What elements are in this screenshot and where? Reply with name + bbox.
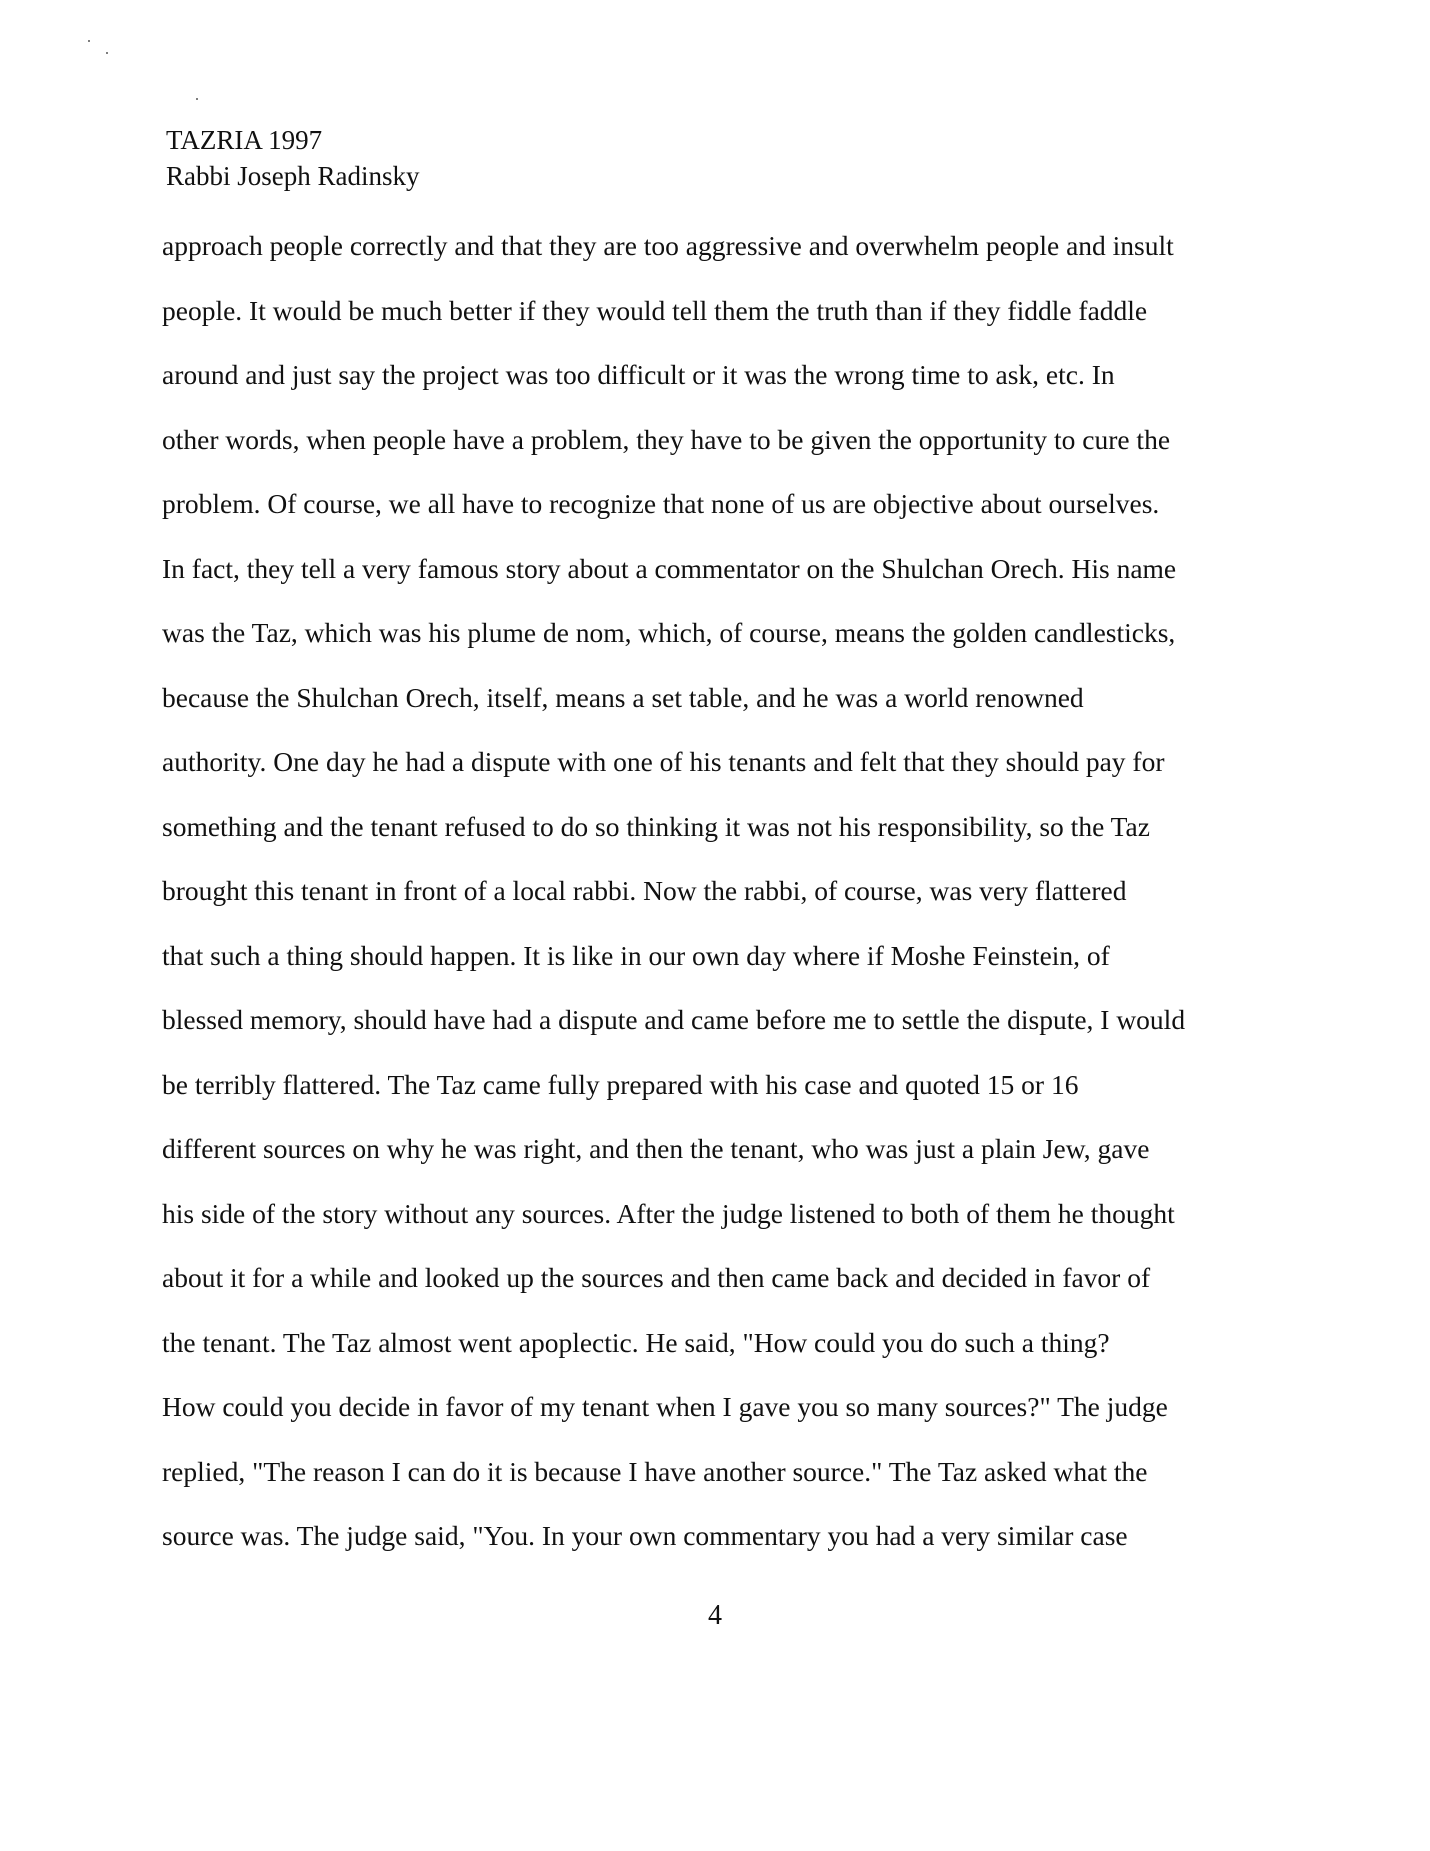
body-line: about it for a while and looked up the sources and then came back and decided in favor of — [162, 1262, 1151, 1293]
body-line: people. It would be much better if they would tell them the truth than if they fiddle faddle — [162, 294, 1148, 326]
page-number: 4 — [708, 1600, 722, 1631]
body-line: In fact, they tell a very famous story about a commentator on the Shulchan Orech. His name — [162, 552, 1177, 584]
body-line: approach people correctly and that they are too aggressive and overwhelm people and insult — [162, 230, 1174, 261]
document-body — [162, 214, 1252, 1569]
body-line: source was. The judge said, "You. In your own commentary you had a very similar case — [162, 1520, 1128, 1551]
scan-speck — [196, 98, 198, 100]
document-header — [166, 122, 420, 194]
body-line: replied, "The reason I can do it is because I have another source." The Taz asked what the — [162, 1455, 1148, 1487]
body-line: brought this tenant in front of a local rabbi. Now the rabbi, of course, was very flattered — [162, 875, 1127, 906]
body-line: be terribly flattered. The Taz came fully prepared with his case and quoted 15 or 16 — [162, 1068, 1079, 1100]
scan-speck — [88, 40, 90, 42]
body-line: problem. Of course, we all have to recognize that none of us are objective about ourselves. — [162, 488, 1160, 519]
body-line: around and just say the project was too difficult or it was the wrong time to ask, etc. In — [162, 359, 1115, 390]
body-line: different sources on why he was right, and then the tenant, who was just a plain Jew, gave — [162, 1133, 1150, 1164]
body-line: authority. One day he had a dispute with one of his tenants and felt that they should pay for — [162, 746, 1165, 777]
body-line: his side of the story without any sources. After the judge listened to both of them he thought — [162, 1197, 1175, 1229]
body-line: because the Shulchan Orech, itself, means a set table, and he was a world renowned — [162, 681, 1084, 713]
body-line: other words, when people have a problem, they have to be given the opportunity to cure the — [162, 423, 1171, 455]
body-line: the tenant. The Taz almost went apoplectic. He said, "How could you do such a thing? — [162, 1326, 1110, 1358]
body-line: was the Taz, which was his plume de nom, which, of course, means the golden candlesticks, — [162, 617, 1176, 648]
document-author: Rabbi Joseph Radinsky — [166, 161, 420, 191]
document-title: TAZRIA 1997 — [166, 125, 323, 155]
body-line: that such a thing should happen. It is like in our own day where if Moshe Feinstein, of — [162, 939, 1110, 971]
body-line: something and the tenant refused to do so thinking it was not his responsibility, so the Taz — [162, 810, 1150, 842]
body-line: How could you decide in favor of my tenant when I gave you so many sources?" The judge — [162, 1391, 1168, 1422]
body-line: blessed memory, should have had a dispute and came before me to settle the dispute, I would — [162, 1004, 1186, 1035]
scan-speck — [106, 52, 108, 54]
